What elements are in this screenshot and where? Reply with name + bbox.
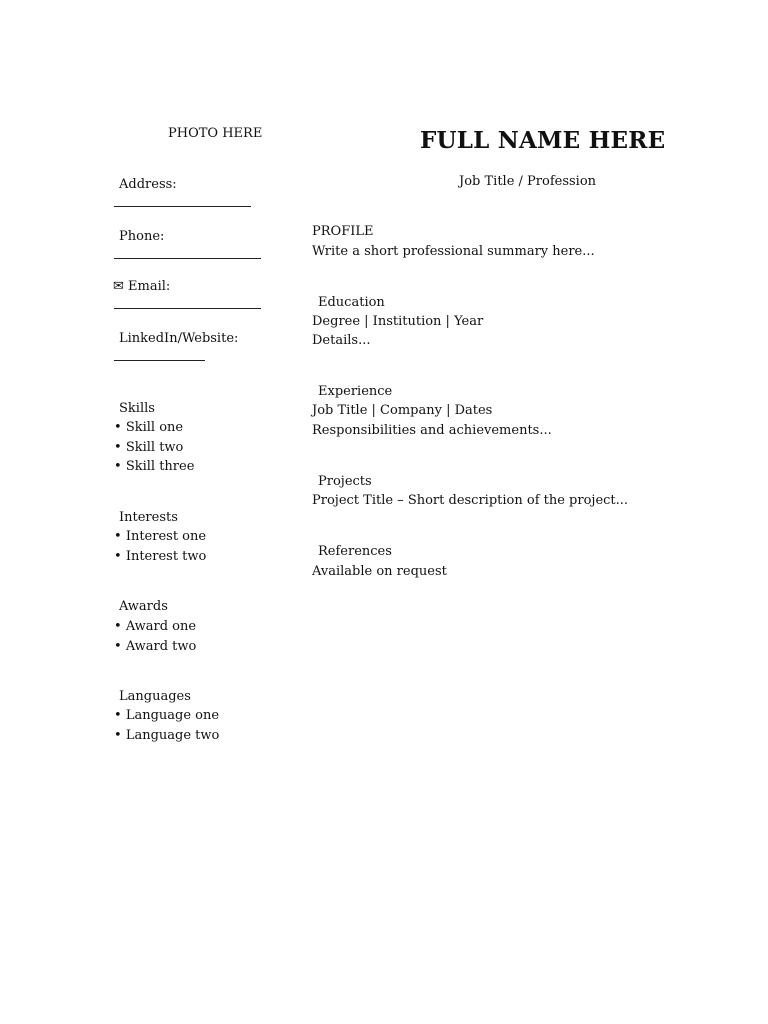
skills-heading: Skills <box>119 401 155 416</box>
list-item: • Interest one <box>114 527 206 547</box>
interests-list <box>114 527 206 566</box>
profile-heading: PROFILE <box>312 224 374 239</box>
linkedin-label: LinkedIn/Website: <box>119 331 239 346</box>
address-label: Address: <box>119 177 177 192</box>
list-item: • Language two <box>114 726 219 746</box>
email-row <box>113 279 170 295</box>
list-item: • Award one <box>114 617 196 637</box>
phone-label: Phone: <box>119 229 165 244</box>
references-line: Available on request <box>312 564 447 579</box>
list-item: • Language one <box>114 706 219 726</box>
envelope-icon: ✉ <box>113 279 124 294</box>
education-details: Details... <box>312 333 371 348</box>
linkedin-line <box>114 350 205 366</box>
education-line: Degree | Institution | Year <box>312 314 484 329</box>
email-label: Email: <box>128 279 171 294</box>
languages-list <box>114 706 219 745</box>
list-item: • Skill two <box>114 438 194 458</box>
skills-list <box>114 418 194 477</box>
list-item: • Skill three <box>114 457 194 477</box>
awards-heading: Awards <box>119 599 168 614</box>
projects-line: Project Title – Short description of the project... <box>312 493 629 508</box>
list-item: • Interest two <box>114 547 206 567</box>
references-heading: References <box>318 544 392 559</box>
projects-heading: Projects <box>318 474 372 489</box>
address-line <box>114 196 251 212</box>
languages-heading: Languages <box>119 689 191 704</box>
experience-line: Job Title | Company | Dates <box>312 403 493 418</box>
list-item: • Award two <box>114 637 196 657</box>
job-title: Job Title / Profession <box>459 174 597 189</box>
list-item: • Skill one <box>114 418 194 438</box>
education-heading: Education <box>318 295 385 310</box>
experience-details: Responsibilities and achievements... <box>312 423 552 438</box>
photo-placeholder: PHOTO HERE <box>168 126 263 141</box>
profile-summary: Write a short professional summary here... <box>312 244 595 259</box>
phone-line <box>114 248 261 264</box>
full-name: FULL NAME HERE <box>420 127 666 154</box>
experience-heading: Experience <box>318 384 393 399</box>
interests-heading: Interests <box>119 510 178 525</box>
awards-list <box>114 617 196 656</box>
email-line <box>114 298 261 314</box>
